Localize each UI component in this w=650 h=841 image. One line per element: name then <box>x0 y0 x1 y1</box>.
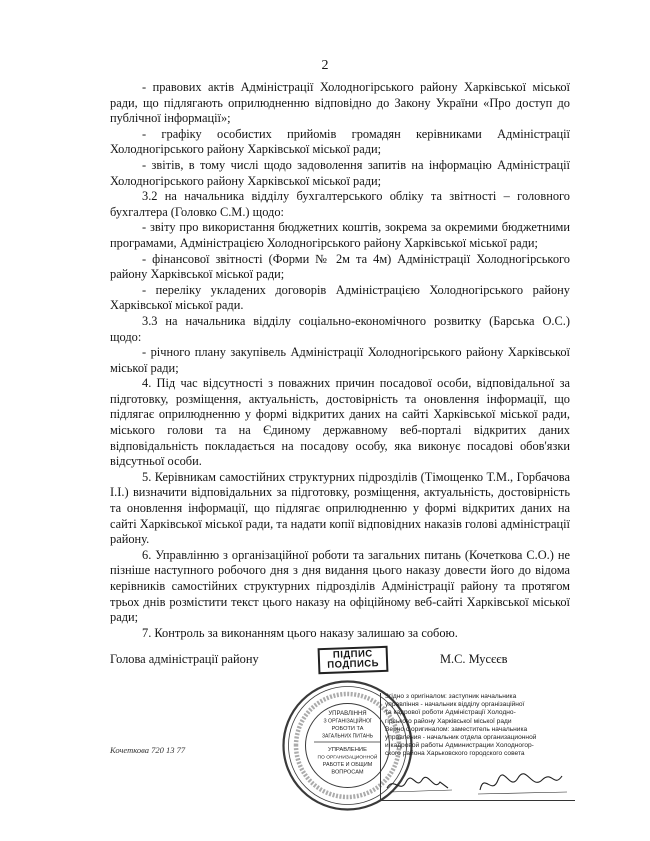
certification-line: та кадрової роботи Адміністрації Холодно- <box>385 709 516 717</box>
signatory-name: М.С. Мусєєв <box>440 652 508 666</box>
certification-line: Верно с оригиналом: заместитель начальника <box>385 725 528 733</box>
seal-line: З ОРГАНІЗАЦІЙНОЇ <box>323 718 372 725</box>
stamp-line: ПІДПИС <box>332 648 373 661</box>
signature-stamp <box>318 646 389 674</box>
executor-contact: Кочеткова 720 13 77 <box>110 745 186 755</box>
seal-line: РОБОТИ ТА <box>331 726 364 732</box>
stamp-line: ПОДПИСЬ <box>327 658 380 671</box>
signatory-position: Голова адміністрації району <box>110 652 259 666</box>
paragraph: 4. Під час відсутності з поважних причин посадової особи, відповідальної за підготовку, розміщення, актуальність, достовірність та оновлення інформації, що підлягає оприлюдненню у формі відкритих даних на сайті Харківської міської ради, міського голови та на Єдиному державному веб-порталі відкритих даних відповідальність покладається на посадову особу, яка виконує посадові обов'язки відсутньої особи. <box>110 376 570 469</box>
seal-line: ЗАГАЛЬНИХ ПИТАНЬ <box>322 733 373 740</box>
certification-line: Згідно з оригіналом: заступник начальника <box>385 693 517 700</box>
page-number: 2 <box>321 58 329 73</box>
handwritten-signatures <box>382 768 572 798</box>
paragraph: - звіту про використання бюджетних коштів, зокрема за окремими бюджетними програмами, Адміністрацією Холодногірського району Харківської міської ради; <box>110 220 570 250</box>
paragraph: 7. Контроль за виконанням цього наказу залишаю за собою. <box>142 625 458 640</box>
seal-line: РАБОТЕ И ОБЩИМ <box>322 762 373 768</box>
paragraph: - графіку особистих прийомів громадян керівниками Адміністрації Холодногірського району Харківської міської ради; <box>110 126 570 157</box>
paragraph: - річного плану закупівель Адміністрації Холодногірського району Харківської міської ради; <box>110 345 570 375</box>
paragraph: - звітів, в тому числі щодо задоволення запитів на інформацію Адміністрації Холодногірського району Харківської міської ради; <box>110 157 570 188</box>
document-body <box>110 80 570 641</box>
seal-line: ПО ОРГАНИЗАЦИОННОЙ <box>317 755 378 761</box>
paragraph: - переліку укладених договорів Адміністрацією Холодногірського району Харківської міської ради. <box>110 282 570 313</box>
certification-line: и кадровой работы Администрации Холодногор- <box>385 742 534 750</box>
paragraph: 3.2 на начальника відділу бухгалтерського обліку та звітності – головного бухгалтера (Головко С.М.) щодо: <box>110 189 570 219</box>
seal-line: ВОПРОСАМ <box>331 769 364 776</box>
paragraph: 6. Управлінню з організаційної роботи та загальних питань (Кочеткова С.О.) не пізніше наступного робочого дня з дня видання цього наказу довести його до відома керівників самостійних структурних підрозділів Адміністрації району та протягом трьох днів розмістити текст цього наказу на офіційному веб-сайті Харківської міської ради; <box>110 547 570 625</box>
paragraph: 5. Керівникам самостійних структурних підрозділів (Тімощенко Т.М., Горбачова І.І.) визначити відповідальних за підготовку, розміщення, актуальність, достовірність та оновлення інформації, що підлягає оприлюдненню у формі відкритих даних на сайті Харківської міської ради, та надати копії відповідних наказів голові адміністрації району. <box>110 469 570 547</box>
seal-line: УПРАВЛЕНИЕ <box>328 747 367 753</box>
seal-line: УПРАВЛІННЯ <box>328 711 367 717</box>
certification-line: гірського району Харківської міської ради <box>385 717 512 725</box>
paragraph: - фінансової звітності (Форми № 2м та 4м) Адміністрації Холодногірського району Харківської міської ради; <box>110 251 570 282</box>
paragraph: - правових актів Адміністрації Холодногірського району Харківської міської ради, що підлягають оприлюдненню відповідно до Закону України «Про доступ до публічної інформації»; <box>110 80 570 126</box>
certification-line: управления - начальник отдела организационной <box>385 734 537 742</box>
certification-line: ского района Харьковского городского совета <box>385 750 525 758</box>
paragraph: 3.3 на начальника відділу соціально-економічного розвитку (Барська О.С.) щодо: <box>110 313 570 344</box>
certification-line: управління - начальник відділу організаційної <box>385 701 525 709</box>
